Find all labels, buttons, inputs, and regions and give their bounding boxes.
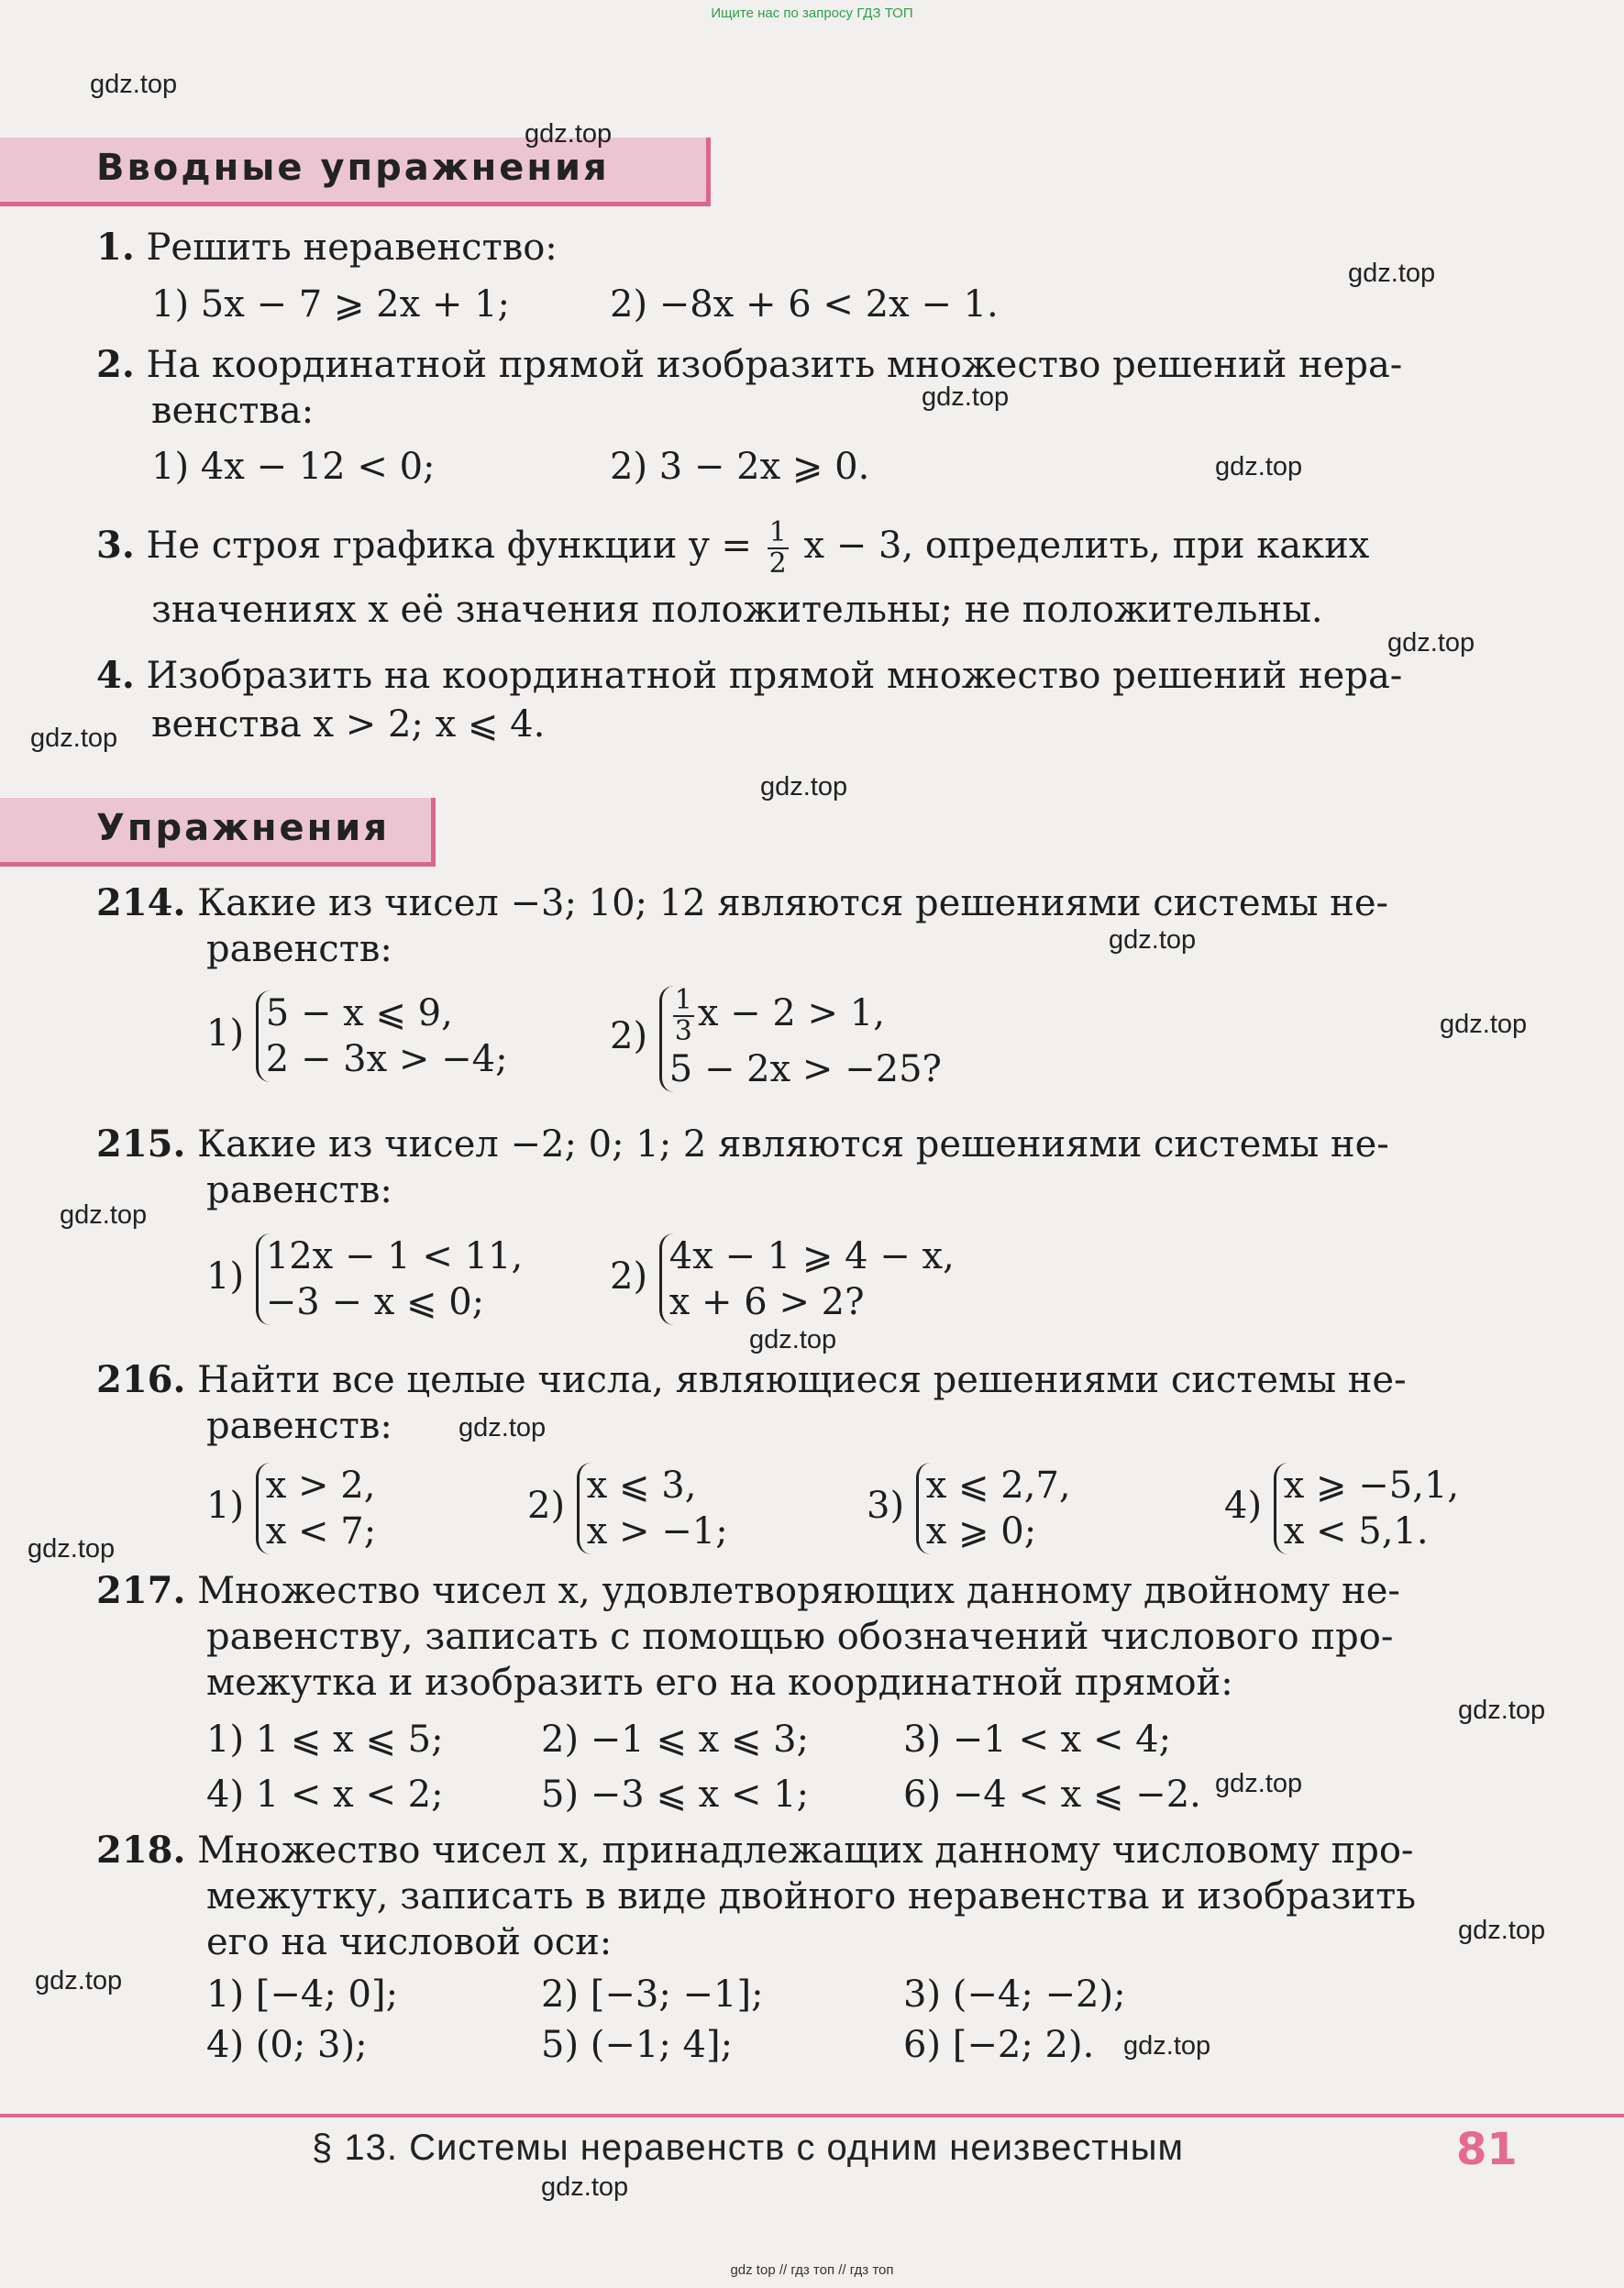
exercise-216-cont: равенств: <box>206 1405 392 1447</box>
exercise-text: Какие из чисел −2; 0; 1; 2 являются решениями системы не- <box>197 1123 1389 1166</box>
exercise-217-item-4: 4) 1 < x < 2; <box>206 1774 444 1816</box>
exercise-217-item-3: 3) −1 < x < 4; <box>903 1719 1172 1761</box>
exercise-2-part-2: 2) 3 − 2x ⩾ 0. <box>610 446 870 488</box>
exercise-number: 1. <box>96 226 135 269</box>
exercise-4-cont: венства x > 2; x ⩽ 4. <box>151 703 546 746</box>
exercise-text: Не строя графика функции y = <box>146 525 752 567</box>
exercise-1 <box>96 225 558 271</box>
exercise-text: Найти все целые числа, являющиеся решениями системы не- <box>197 1359 1407 1401</box>
system-brace: 12x − 1 < 11, −3 − x ⩽ 0; <box>256 1233 523 1325</box>
exercise-214-cont: равенств: <box>206 928 392 970</box>
exercise-218-item-3: 3) (−4; −2); <box>903 1973 1126 2016</box>
exercise-214-system-1: 1) 5 − x ⩽ 9, 2 − 3x > −4; <box>206 992 508 1080</box>
exercise-number: 215. <box>96 1122 186 1166</box>
exercise-number: 214. <box>96 881 186 924</box>
exercise-214 <box>96 880 1388 926</box>
system-brace: x ⩽ 2,7, x ⩾ 0; <box>916 1463 1071 1554</box>
watermark: gdz.top <box>1458 1696 1546 1725</box>
exercise-2-part-1: 1) 4x − 12 < 0; <box>151 446 436 488</box>
exercise-215-cont: равенств: <box>206 1169 392 1211</box>
exercise-1-part-1: 1) 5x − 7 ⩾ 2x + 1; <box>151 283 510 326</box>
exercise-text: Множество чисел x, удовлетворяющих данному двойному не- <box>197 1570 1400 1612</box>
exercise-number: 217. <box>96 1569 186 1612</box>
watermark: gdz.top <box>541 2172 629 2202</box>
system-brace: x ⩾ −5,1, x < 5,1. <box>1274 1463 1459 1554</box>
exercise-218-item-1: 1) [−4; 0]; <box>206 1973 399 2016</box>
section-title-exercises: Упражнения <box>96 807 391 849</box>
exercise-3-cont: значениях x её значения положительны; не положительны. <box>151 589 1323 631</box>
exercise-number: 2. <box>96 343 135 386</box>
watermark: gdz.top <box>760 772 848 801</box>
watermark: gdz.top <box>525 119 613 149</box>
bottom-note: gdz top // гдз топ // гдз топ <box>730 2262 894 2278</box>
exercise-218-cont-2: его на числовой оси: <box>206 1921 613 1963</box>
exercise-number: 216. <box>96 1358 186 1401</box>
exercise-215 <box>96 1122 1389 1167</box>
exercise-215-system-2: 2) 4x − 1 ⩾ 4 − x, x + 6 > 2? <box>610 1235 955 1323</box>
watermark: gdz.top <box>30 724 118 753</box>
exercise-214-system-2: 2) $\frac{1}{3}$ x − 2 > 1, 5 − 2x > −25? <box>610 984 942 1090</box>
exercise-218-item-4: 4) (0; 3); <box>206 2024 368 2066</box>
exercise-2-cont: венства: <box>151 390 315 432</box>
exercise-218-item-2: 2) [−3; −1]; <box>541 1973 764 2016</box>
exercise-text: Множество чисел x, принадлежащих данному числовому про- <box>197 1829 1414 1872</box>
system-brace: x ⩽ 3, x > −1; <box>577 1463 728 1554</box>
watermark: gdz.top <box>1387 628 1475 658</box>
footer-rule <box>0 2114 1624 2117</box>
watermark: gdz.top <box>60 1200 148 1230</box>
exercise-4 <box>96 653 1402 699</box>
page-number: 81 <box>1456 2124 1518 2175</box>
watermark: gdz.top <box>1440 1010 1528 1039</box>
exercise-218-cont-1: межутку, записать в виде двойного неравенства и изобразить <box>206 1875 1416 1918</box>
watermark: gdz.top <box>1348 259 1436 288</box>
exercise-217-item-5: 5) −3 ⩽ x < 1; <box>541 1774 810 1816</box>
exercise-217-item-2: 2) −1 ⩽ x ⩽ 3; <box>541 1719 810 1761</box>
watermark: gdz.top <box>749 1325 837 1354</box>
exercise-1-part-2: 2) −8x + 6 < 2x − 1. <box>610 283 999 326</box>
watermark: gdz.top <box>1123 2031 1211 2061</box>
exercise-217-cont-2: межутка и изобразить его на координатной прямой: <box>206 1662 1233 1704</box>
exercise-217-cont-1: равенству, записать с помощью обозначений числового про- <box>206 1616 1394 1658</box>
exercise-217-item-6: 6) −4 < x ⩽ −2. <box>903 1774 1201 1816</box>
exercise-text: Изобразить на координатной прямой множество решений нера- <box>146 655 1403 697</box>
watermark: gdz.top <box>922 382 1010 412</box>
system-brace: 5 − x ⩽ 9, 2 − 3x > −4; <box>256 990 508 1082</box>
section-title-intro: Вводные упражнения <box>96 147 610 189</box>
exercise-number: 4. <box>96 654 135 697</box>
fraction: $\frac{1}{2}$ <box>768 516 787 580</box>
system-brace: $\frac{1}{3}$ x − 2 > 1, 5 − 2x > −25? <box>659 986 942 1092</box>
exercise-218-item-6: 6) [−2; 2). <box>903 2024 1095 2066</box>
exercise-text: Какие из чисел −3; 10; 12 являются решениями системы не- <box>197 882 1389 924</box>
watermark: gdz.top <box>90 70 178 99</box>
watermark: gdz.top <box>1215 1769 1303 1798</box>
exercise-text: x − 3, определить, при каких <box>803 525 1370 567</box>
exercise-217-item-1: 1) 1 ⩽ x ⩽ 5; <box>206 1719 444 1761</box>
exercise-216-system-3: 3) x ⩽ 2,7, x ⩾ 0; <box>867 1465 1071 1553</box>
fraction: $\frac{1}{3}$ <box>674 984 692 1047</box>
exercise-216-system-4: 4) x ⩾ −5,1, x < 5,1. <box>1224 1465 1460 1553</box>
watermark: gdz.top <box>1458 1916 1546 1945</box>
watermark: gdz.top <box>28 1534 116 1564</box>
watermark: gdz.top <box>35 1966 123 1995</box>
exercise-number: 218. <box>96 1829 186 1872</box>
exercise-215-system-1: 1) 12x − 1 < 11, −3 − x ⩽ 0; <box>206 1235 524 1323</box>
exercise-216 <box>96 1357 1407 1403</box>
exercise-218-item-5: 5) (−1; 4]; <box>541 2024 734 2066</box>
exercise-218 <box>96 1828 1413 1874</box>
exercise-216-system-1: 1) x > 2, x < 7; <box>206 1465 377 1553</box>
system-brace: x > 2, x < 7; <box>256 1463 376 1554</box>
footer-title: § 13. Системы неравенств с одним неизвестным <box>312 2128 1185 2168</box>
exercise-number: 3. <box>96 524 135 567</box>
exercise-text: На координатной прямой изобразить множество решений нера- <box>146 344 1403 386</box>
watermark: gdz.top <box>1215 452 1303 481</box>
exercise-text: Решить неравенство: <box>146 227 558 269</box>
watermark: gdz.top <box>1109 925 1197 955</box>
watermark: gdz.top <box>458 1413 547 1442</box>
exercise-217 <box>96 1568 1400 1614</box>
exercise-3 <box>96 518 1369 579</box>
system-brace: 4x − 1 ⩾ 4 − x, x + 6 > 2? <box>659 1233 955 1325</box>
exercise-2 <box>96 342 1402 388</box>
top-note: Ищите нас по запросу ГДЗ ТОП <box>711 6 913 21</box>
exercise-216-system-2: 2) x ⩽ 3, x > −1; <box>527 1465 728 1553</box>
